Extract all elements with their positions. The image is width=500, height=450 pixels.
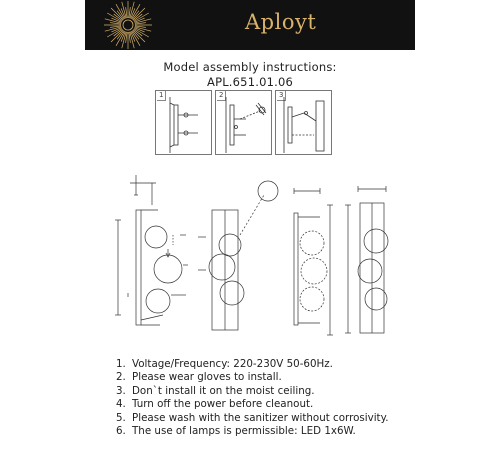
instruction-number: 5. [116, 411, 126, 424]
step-number: 3 [277, 91, 286, 101]
sunburst-logo-icon [103, 0, 153, 50]
instruction-number: 3. [116, 384, 126, 397]
instruction-text: The use of lamps is permissible: LED 1x6W. [132, 425, 356, 438]
instruction-item [116, 371, 389, 384]
instruction-list [116, 358, 389, 438]
step-number: 1 [157, 91, 166, 101]
brand-name: Aployt [245, 10, 317, 34]
instruction-number: 6. [116, 425, 126, 438]
step-3-diagram [275, 90, 332, 155]
instruction-item [116, 385, 389, 398]
instruction-text: Please wear gloves to install. [132, 371, 282, 384]
step-1-diagram [155, 90, 212, 155]
instruction-number: 2. [116, 371, 126, 384]
instruction-number: 4. [116, 398, 126, 411]
step-2-diagram [215, 90, 272, 155]
fixture-attach-diagram [276, 91, 333, 156]
side-view-drawing [115, 175, 188, 325]
instruction-item [116, 412, 389, 425]
bracket-screw-diagram [216, 91, 273, 156]
instruction-text: Turn off the power before cleanout. [132, 398, 314, 411]
instruction-item [116, 398, 389, 411]
instruction-text: Don`t install it on the moist ceiling. [132, 384, 315, 397]
assembly-steps [155, 90, 345, 155]
document-title: Model assembly instructions: [163, 60, 337, 74]
step-number: 2 [217, 91, 226, 101]
instruction-number: 1. [116, 358, 126, 370]
wall-mount-diagram [156, 91, 213, 156]
dimensioned-side-drawing [294, 188, 333, 335]
instruction-item [116, 425, 389, 438]
fixture-technical-drawings [108, 175, 400, 350]
front-dimensioned-drawing [345, 186, 388, 333]
instruction-text: Please wash with the sanitizer without corrosivity. [132, 411, 389, 424]
model-number: APL.651.01.06 [207, 75, 293, 89]
front-view-exploded-drawing [198, 181, 278, 330]
instruction-item [116, 358, 389, 371]
brand-banner [85, 0, 415, 50]
instruction-text: Voltage/Frequency: 220-230V 50-60Hz. [132, 358, 333, 370]
